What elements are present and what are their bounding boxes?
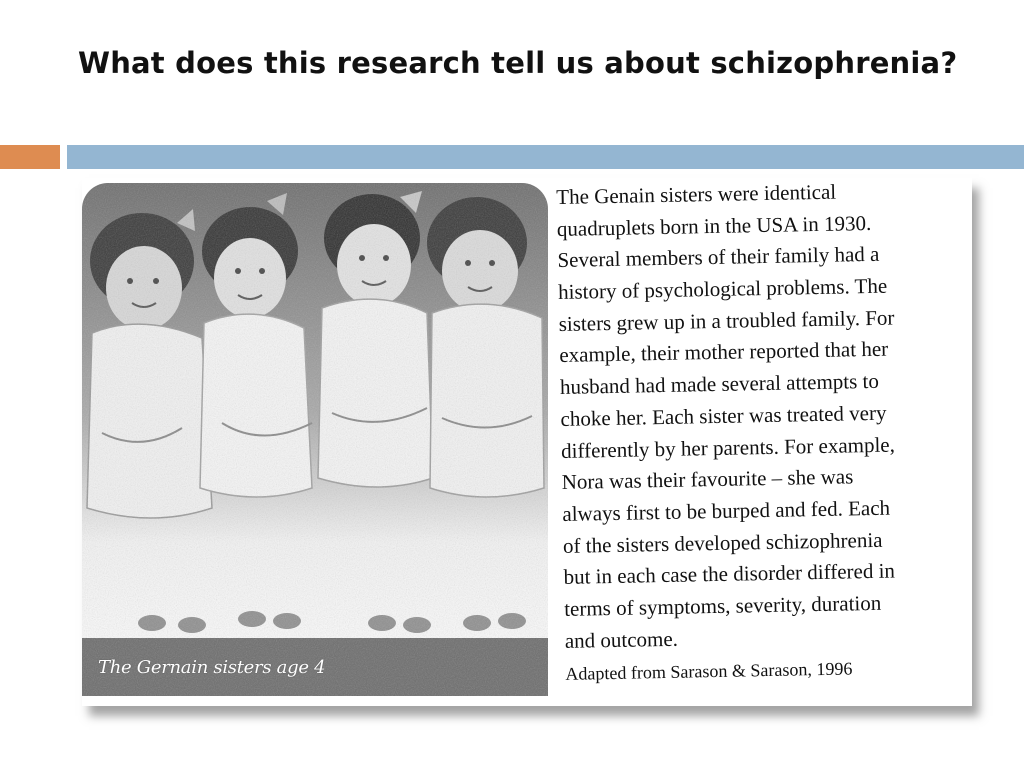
accent-bar-blue <box>67 145 1024 169</box>
passage-line: and outcome. <box>564 626 679 653</box>
passage-line: of the sisters developed schizophrenia <box>562 527 883 558</box>
passage-line: choke her. Each sister was treated very <box>560 400 887 431</box>
photo-illustration <box>82 183 548 696</box>
passage-line: Nora was their favourite – she was <box>561 464 854 495</box>
passage-line: differently by her parents. For example, <box>560 432 896 463</box>
passage-line: always first to be burped and fed. Each <box>562 495 891 526</box>
photo-caption: The Gernain sisters age 4 <box>98 657 326 678</box>
passage-line: history of psychological problems. The <box>557 273 888 305</box>
quadruplets-photo <box>82 183 548 696</box>
passage-line: The Genain sisters were identical <box>556 179 837 209</box>
passage-line: Several members of their family had a <box>557 242 880 273</box>
passage-line: sisters grew up in a troubled family. For <box>558 305 895 336</box>
passage-line: husband had made several attempts to <box>559 368 880 400</box>
source-citation: Adapted from Sarason & Sarason, 1996 <box>565 658 853 685</box>
slide-title: What does this research tell us about schizophrenia? <box>78 46 958 80</box>
passage-line: but in each case the disorder differed in <box>563 558 896 590</box>
passage-line: quadruplets born in the USA in 1930. <box>556 210 872 241</box>
accent-bar-orange <box>0 145 60 169</box>
passage-line: terms of symptoms, severity, duration <box>563 590 882 621</box>
passage-text <box>556 174 982 689</box>
passage-line: example, their mother reported that her <box>559 337 889 368</box>
